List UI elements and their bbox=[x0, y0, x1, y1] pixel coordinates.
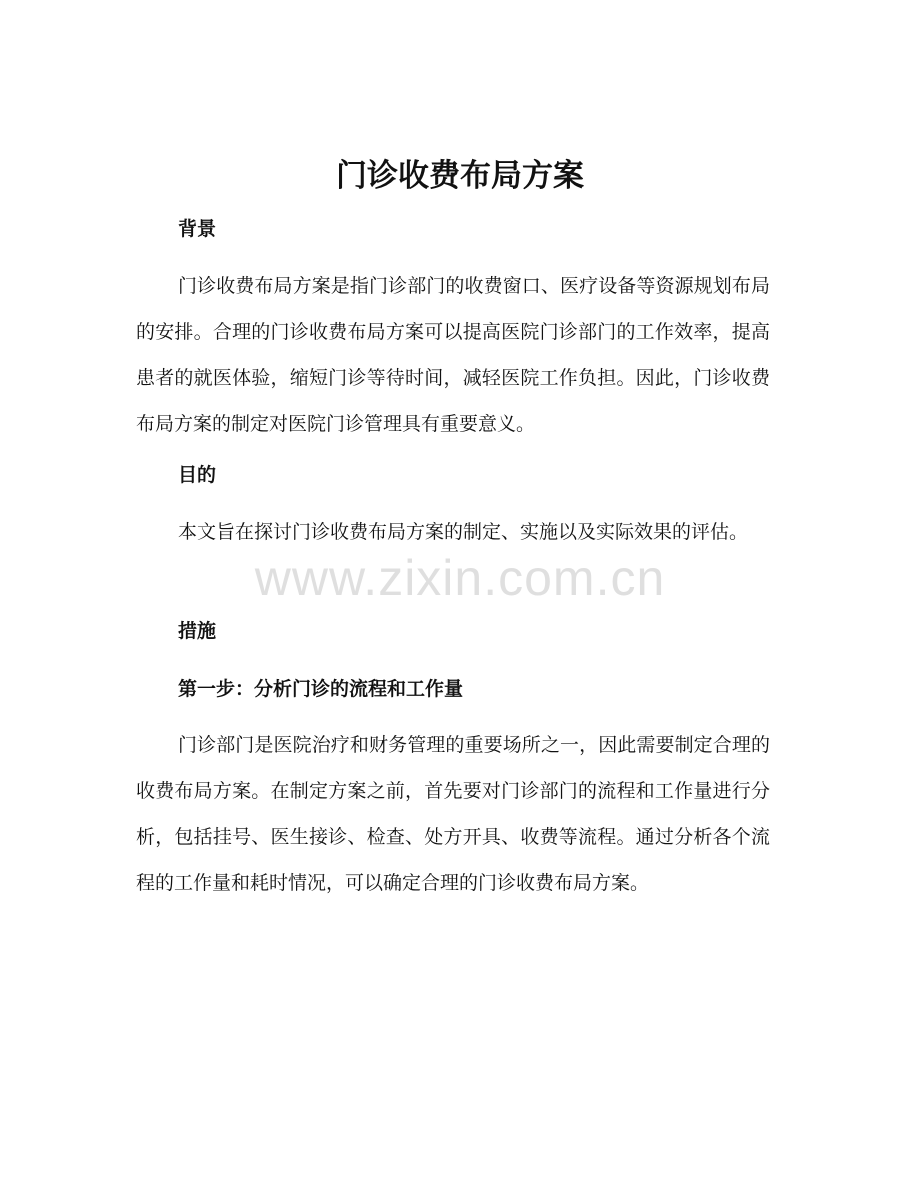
section-heading-purpose: 目的 bbox=[178, 464, 217, 486]
section-heading-background: 背景 bbox=[178, 218, 217, 240]
document-title: 门诊收费布局方案 bbox=[336, 158, 584, 194]
watermark: www.zixin.com.cn bbox=[254, 550, 666, 606]
section-heading-measures: 措施 bbox=[178, 620, 217, 642]
paragraph-step-1: 门诊部门是医院治疗和财务管理的重要场所之一，因此需要制定合理的收费布局方案。在制定方案之前，首先要对门诊部门的流程和工作量进行分析，包括挂号、医生接诊、检查、处方开具、收费等流程。通过分析各个流程的工作量和耗时情况，可以确定合理的门诊收费布局方案。 bbox=[136, 734, 770, 894]
paragraph-purpose: 本文旨在探讨门诊收费布局方案的制定、实施以及实际效果的评估。 bbox=[178, 521, 749, 543]
step-heading-1: 第一步：分析门诊的流程和工作量 bbox=[178, 678, 464, 700]
paragraph-background: 门诊收费布局方案是指门诊部门的收费窗口、医疗设备等资源规划布局的安排。合理的门诊收费布局方案可以提高医院门诊部门的工作效率，提高患者的就医体验，缩短门诊等待时间，减轻医院工作负担。因此，门诊收费布局方案的制定对医院门诊管理具有重要意义。 bbox=[136, 275, 770, 435]
